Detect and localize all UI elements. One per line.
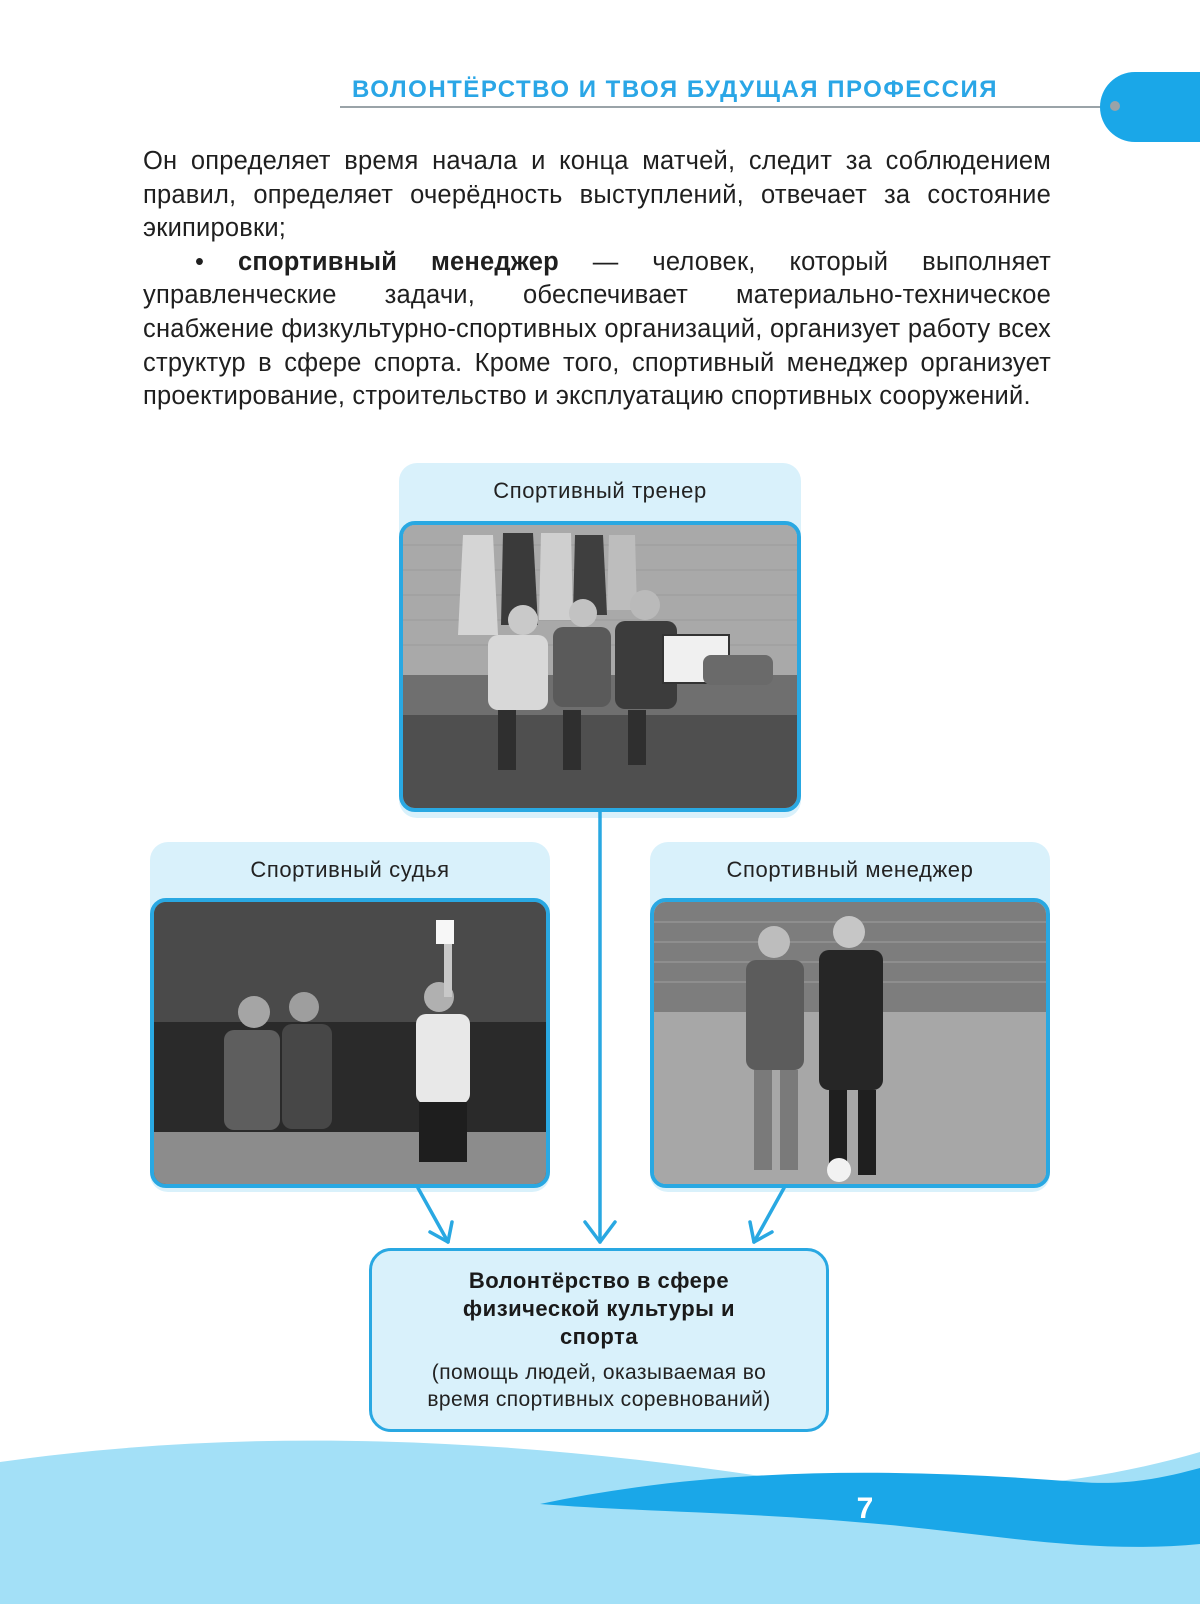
- card-coach-label: Спортивный тренер: [493, 478, 707, 503]
- chapter-title: ВОЛОНТЁРСТВО И ТВОЯ БУДУЩАЯ ПРОФЕССИЯ: [352, 76, 998, 103]
- result-note: (помощь людей, оказываемая во время спортивных соревнований): [427, 1361, 771, 1411]
- paragraph-referee-duties: Он определяет время начала и конца матчей, следит за соблюдением правил, определяет очерёдность выступлений, отвечает за состояние экипировки;: [143, 147, 1051, 243]
- card-manager-label: Спортивный менеджер: [726, 857, 974, 882]
- result-title: Волонтёрство в сфере физической культуры и спорта: [462, 1268, 736, 1349]
- page-number: 7: [856, 1492, 874, 1525]
- bullet-marker: •: [195, 247, 205, 276]
- term-sports-manager: спортивный менеджер: [238, 247, 559, 276]
- card-referee-label: Спортивный судья: [250, 857, 450, 882]
- term-definition: — человек, который выполняет управленческие задачи, обеспечивает материально-техническое снабжение физкультурно-спортивных организаций, организует работу всех структур в сфере спорта. Кроме того, спортивный менеджер организует проектирование, строительство и эксплуатацию спортивных сооружений.: [143, 247, 1051, 411]
